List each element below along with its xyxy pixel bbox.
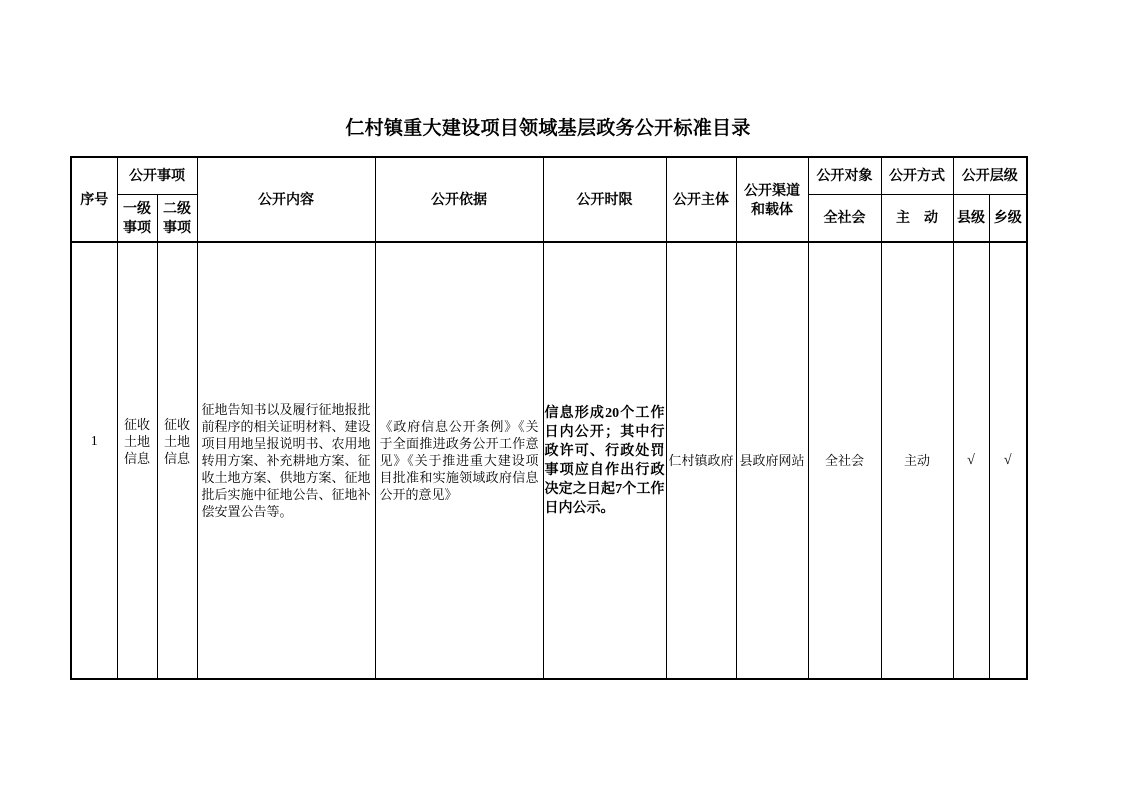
disclosure-standards-table xyxy=(70,156,1028,680)
header-method-sub: 主 动 xyxy=(881,194,953,242)
cell-subject: 仁村镇政府 xyxy=(666,242,736,679)
cell-target: 全社会 xyxy=(808,242,881,679)
header-channel-carrier: 公开渠道和载体 xyxy=(736,157,808,242)
header-subject: 公开主体 xyxy=(666,157,736,242)
cell-level1-item: 征收土地信息 xyxy=(117,242,157,679)
table-row xyxy=(71,242,1027,679)
header-disclosure-item: 公开事项 xyxy=(117,157,197,194)
cell-level2-item: 征收土地信息 xyxy=(157,242,197,679)
header-township-level: 乡级 xyxy=(989,194,1027,242)
table-body xyxy=(71,242,1027,679)
cell-serial-no: 1 xyxy=(71,242,117,679)
header-time-limit: 公开时限 xyxy=(543,157,666,242)
cell-method: 主动 xyxy=(881,242,953,679)
cell-basis: 《政府信息公开条例》《关于全面推进政务公开工作意见》《关于推进重大建设项目批准和实施领域政府信息公开的意见》 xyxy=(375,242,543,679)
cell-time-limit: 信息形成20个工作日内公开；其中行政许可、行政处罚事项应自作出行政决定之日起7个工作日内公示。 xyxy=(543,242,666,679)
header-level1-item: 一级事项 xyxy=(117,194,157,242)
cell-content: 征地告知书以及履行征地报批前程序的相关证明材料、建设项目用地呈报说明书、农用地转用方案、补充耕地方案、征收土地方案、供地方案、征地批后实施中征地公告、征地补偿安置公告等。 xyxy=(197,242,375,679)
header-county-level: 县级 xyxy=(953,194,989,242)
header-method: 公开方式 xyxy=(881,157,953,194)
cell-channel-carrier: 县政府网站 xyxy=(736,242,808,679)
header-target-sub: 全社会 xyxy=(808,194,881,242)
header-target: 公开对象 xyxy=(808,157,881,194)
page-title: 仁村镇重大建设项目领域基层政务公开标准目录 xyxy=(345,118,751,139)
header-level2-item: 二级事项 xyxy=(157,194,197,242)
table-header xyxy=(71,157,1027,242)
cell-county-checkmark: √ xyxy=(953,242,989,679)
header-serial-no: 序号 xyxy=(71,157,117,242)
header-content: 公开内容 xyxy=(197,157,375,242)
header-level: 公开层级 xyxy=(953,157,1027,194)
header-basis: 公开依据 xyxy=(375,157,543,242)
cell-township-checkmark: √ xyxy=(989,242,1027,679)
